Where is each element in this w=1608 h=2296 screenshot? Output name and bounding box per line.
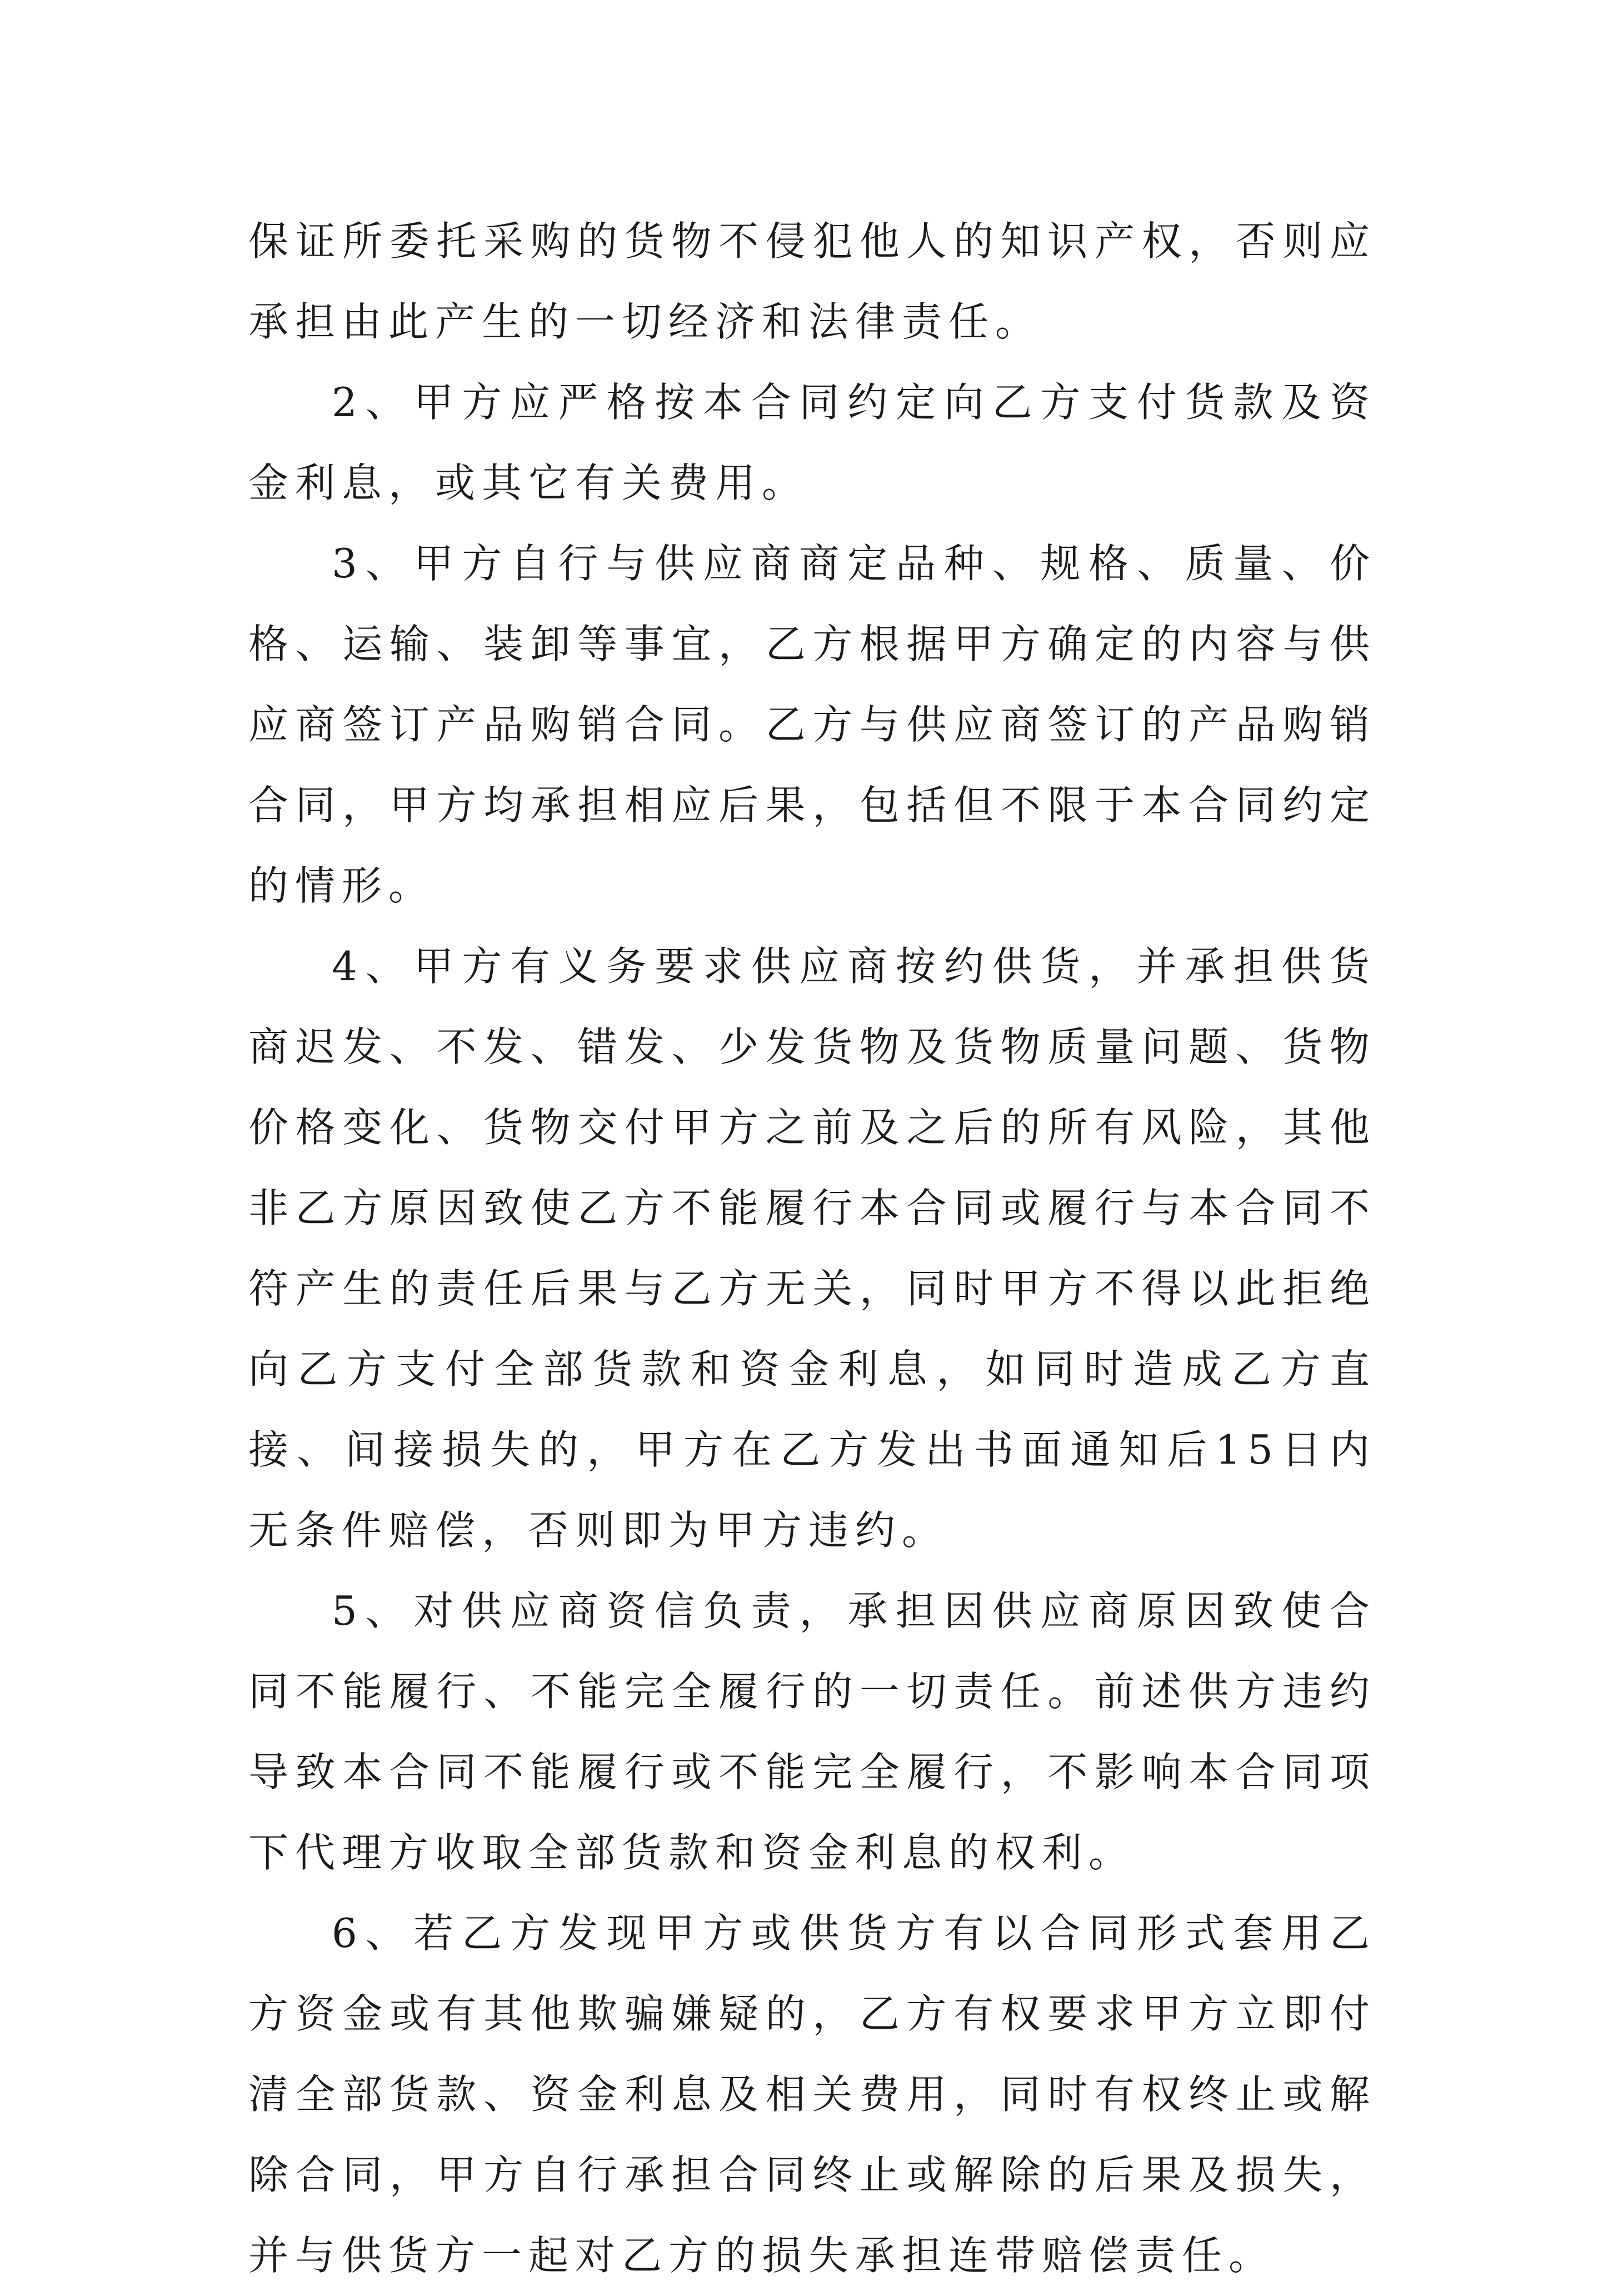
paragraph-continuation: 保证所委托采购的货物不侵犯他人的知识产权，否则应承担由此产生的一切经济和法律责任。 <box>248 218 1376 345</box>
paragraph-clause-6: 6、若乙方发现甲方或供货方有以合同形式套用乙方资金或有其他欺骗嫌疑的，乙方有权要求甲方立即付清全部货款、资金利息及相关费用，同时有权终止或解除合同，甲方自行承担合同终止或解除的后果及损失，并与供货方一起对乙方的损失承担连带赔偿责任。 <box>248 1910 1376 2279</box>
paragraph-clause-5: 5、对供应商资信负责，承担因供应商原因致使合同不能履行、不能完全履行的一切责任。前述供方违约导致本合同不能履行或不能完全履行，不影响本合同项下代理方收取全部货款和资金利息的权利。 <box>248 1588 1376 1876</box>
body-text <box>248 201 1376 2296</box>
paragraph-clause-3: 3、甲方自行与供应商商定品种、规格、质量、价格、运输、装卸等事宜，乙方根据甲方确定的内容与供应商签订产品购销合同。乙方与供应商签订的产品购销合同，甲方均承担相应后果，包括但不限于本合同约定的情形。 <box>248 540 1376 909</box>
paragraph-clause-4: 4、甲方有义务要求供应商按约供货，并承担供货商迟发、不发、错发、少发货物及货物质量问题、货物价格变化、货物交付甲方之前及之后的所有风险，其他非乙方原因致使乙方不能履行本合同或履行与本合同不符产生的责任后果与乙方无关，同时甲方不得以此拒绝向乙方支付全部货款和资金利息，如同时造成乙方直接、间接损失的，甲方在乙方发出书面通知后15日内无条件赔偿，否则即为甲方违约。 <box>248 943 1376 1554</box>
paragraph-clause-2: 2、甲方应严格按本合同约定向乙方支付货款及资金利息，或其它有关费用。 <box>248 379 1376 506</box>
